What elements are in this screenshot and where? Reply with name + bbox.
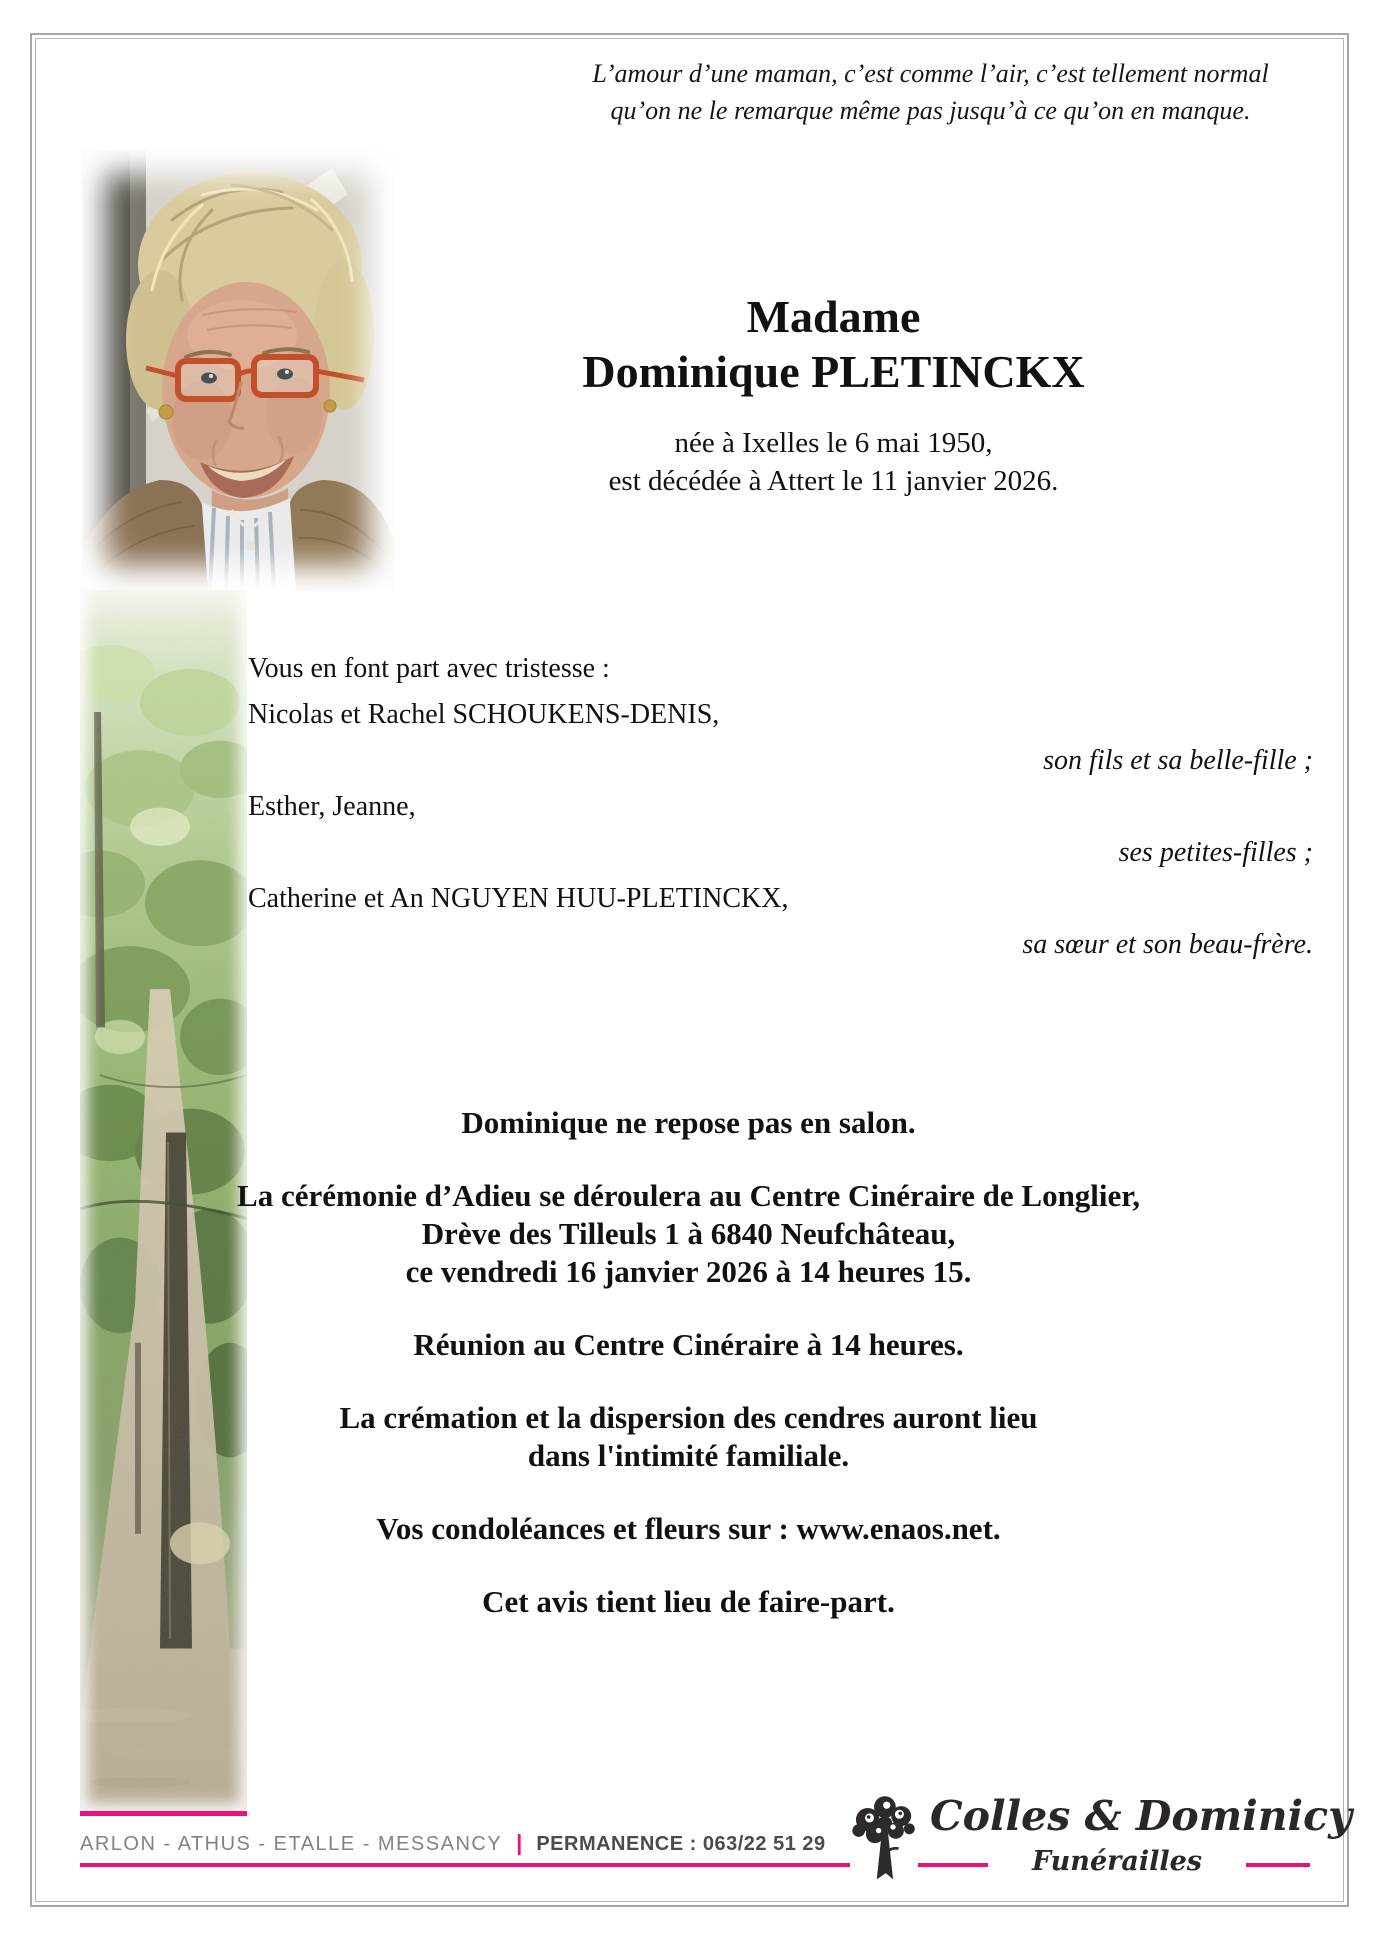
announcement-line: La crémation et la dispersion des cendres auront lieu xyxy=(339,1400,1038,1435)
photo-accent-line xyxy=(80,1811,247,1816)
deceased-dates xyxy=(330,424,1337,500)
quote-line-1: L’amour d’une maman, c’est comme l’air, c’est tellement normal xyxy=(592,59,1269,88)
birth-line: née à Ixelles le 6 mai 1950, xyxy=(674,427,993,459)
funeral-home-locations: ARLON - ATHUS - ETALLE - MESSANCY xyxy=(80,1833,503,1855)
funeral-home-contact xyxy=(80,1830,826,1856)
family-row: Catherine et An NGUYEN HUU-PLETINCKX, xyxy=(248,883,789,914)
quote-line-2: qu’on ne le remarque même pas jusqu’à ce qu’on en manque. xyxy=(610,96,1251,125)
family-relation: ses petites-filles ; xyxy=(1118,837,1313,868)
announcement-line: Cet avis tient lieu de faire-part. xyxy=(482,1584,895,1619)
announcement-faire-part xyxy=(200,1583,1177,1621)
death-line: est décédée à Attert le 11 janvier 2026. xyxy=(608,465,1059,497)
footer-accent-dash xyxy=(1246,1863,1310,1867)
announcement-line: Réunion au Centre Cinéraire à 14 heures. xyxy=(413,1327,964,1362)
footer-accent-line xyxy=(80,1863,850,1867)
announcement-ceremony xyxy=(200,1177,1177,1291)
memorial-quote xyxy=(520,55,1341,129)
announcement-line: La cérémonie d’Adieu se déroulera au Centre Cinéraire de Longlier, xyxy=(237,1178,1140,1213)
deceased-headline xyxy=(330,290,1337,500)
family-intro: Vous en font part avec tristesse : xyxy=(248,653,610,684)
family-row: Nicolas et Rachel SCHOUKENS-DENIS, xyxy=(248,699,720,730)
family-relation: sa sœur et son beau-frère. xyxy=(1022,929,1313,960)
deceased-name: Dominique PLETINCKX xyxy=(582,346,1085,397)
deceased-title: Madame xyxy=(746,291,921,342)
announcement-line: Drève des Tilleuls 1 à 6840 Neufchâteau, xyxy=(421,1216,956,1251)
announcement-no-salon xyxy=(200,1104,1177,1142)
announcement-line: Dominique ne repose pas en salon. xyxy=(461,1105,916,1140)
announcement-meeting xyxy=(200,1326,1177,1364)
family-row: Esther, Jeanne, xyxy=(248,791,416,822)
announcement-cremation xyxy=(200,1399,1177,1475)
announcement-line: dans l'intimité familiale. xyxy=(527,1438,850,1473)
funeral-home-permanence: PERMANENCE : 063/22 51 29 xyxy=(536,1833,826,1855)
ceremony-announcements xyxy=(200,1104,1177,1656)
family-notice xyxy=(248,646,1313,968)
family-relation: son fils et sa belle-fille ; xyxy=(1043,745,1313,776)
funeral-home-name: Colles & Dominicy xyxy=(930,1792,1352,1840)
funeral-home-subtitle: Funérailles xyxy=(1031,1846,1202,1877)
announcement-condolences xyxy=(200,1510,1177,1548)
footer-separator: | xyxy=(516,1830,523,1855)
footer-accent-line-mid xyxy=(918,1863,988,1867)
announcement-line: ce vendredi 16 janvier 2026 à 14 heures 15. xyxy=(405,1254,972,1289)
tree-icon xyxy=(846,1786,922,1886)
announcement-line: Vos condoléances et fleurs sur : www.enaos.net. xyxy=(376,1511,1001,1546)
